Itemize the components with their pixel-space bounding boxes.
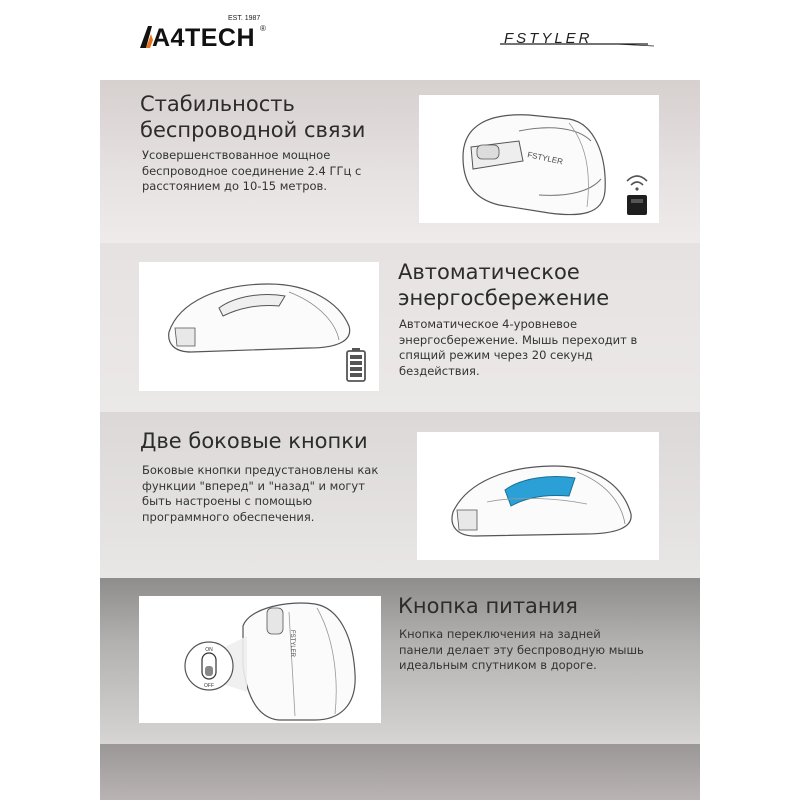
mouse-side-illustration	[139, 262, 379, 391]
switch-off-label: OFF	[204, 683, 214, 689]
product-page	[100, 0, 700, 800]
feature-description-line: Боковые кнопки предустановлены как	[142, 463, 379, 477]
feature-title-line: Автоматическое	[398, 260, 580, 284]
switch-on-label: ON	[205, 647, 213, 653]
feature-title-line: Стабильность	[140, 92, 295, 116]
product-image-power-switch	[139, 596, 381, 723]
mouse-side-buttons-illustration	[417, 432, 659, 560]
product-image-top-view	[419, 95, 659, 223]
mouse-model-label: FSTYLER	[526, 150, 564, 167]
feature-description-line: беспроводное соединение 2.4 ГГц с	[142, 163, 362, 178]
feature-description-line: расстоянием до 10-15 метров.	[142, 179, 327, 193]
feature-description-line: Усовершенствованное мощное	[142, 148, 331, 162]
mouse-bottom-illustration	[139, 596, 381, 723]
feature-title-line: Кнопка питания	[398, 594, 578, 618]
mouse-model-label: FSTYLER	[289, 630, 295, 658]
fstyler-logo-graphic	[498, 28, 658, 52]
brand-est-text: EST. 1987	[228, 15, 261, 22]
feature-title	[398, 593, 578, 619]
feature-description-line: программного обеспечения.	[142, 509, 315, 524]
feature-title	[140, 91, 365, 143]
feature-title-line: беспроводной связи	[140, 118, 366, 142]
feature-description-line: идеальным спутником в дороге.	[399, 658, 597, 672]
feature-description-line: Автоматическое 4-уровневое	[399, 317, 578, 331]
registered-mark: ®	[260, 24, 266, 33]
feature-description-line: энергосбережение. Мышь переходит в	[399, 332, 638, 347]
feature-title	[140, 428, 368, 454]
feature-description	[399, 627, 644, 674]
feature-description-line: функции "вперед" и "назад" и могут	[142, 478, 365, 493]
feature-description-line: панели делает эту беспроводную мышь	[399, 642, 644, 657]
feature-title-line: энергосбережение	[398, 286, 610, 310]
feature-description	[142, 148, 361, 195]
product-image-side-buttons	[417, 432, 659, 560]
feature-description-line: бездействия.	[399, 363, 480, 378]
feature-description-line: быть настроены с помощью	[142, 494, 313, 508]
battery-icon	[347, 348, 365, 381]
feature-description	[399, 317, 637, 379]
header	[100, 0, 700, 80]
feature-description-line: Кнопка переключения на задней	[399, 627, 601, 641]
a4tech-logo	[138, 14, 268, 58]
feature-description	[142, 463, 378, 525]
fstyler-logo	[498, 28, 658, 52]
feature-title-line: Две боковые кнопки	[140, 429, 368, 453]
footer-band	[100, 744, 700, 800]
mouse-top-illustration	[419, 95, 659, 223]
feature-title	[398, 259, 609, 311]
product-image-side-view	[139, 262, 379, 391]
wireless-usb-receiver-icon	[627, 176, 647, 215]
feature-description-line: спящий режим через 20 секунд	[399, 348, 593, 362]
power-switch-icon	[185, 642, 233, 690]
fstyler-logo-text: FSTYLER	[504, 30, 593, 47]
brand-logo-text: A4TECH	[152, 24, 256, 52]
